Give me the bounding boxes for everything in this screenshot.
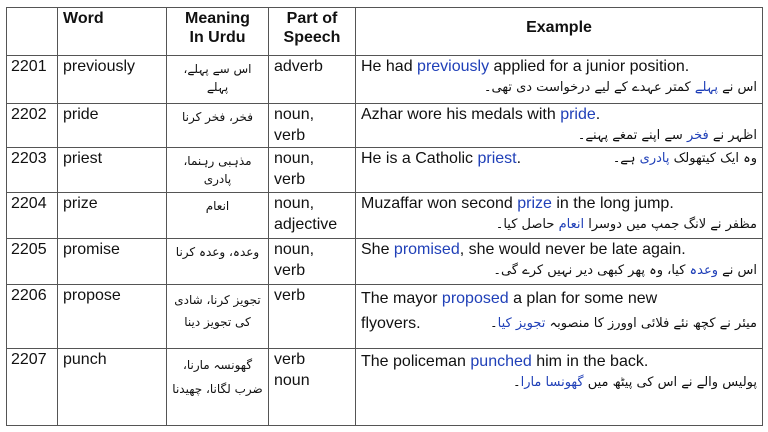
example-english: Azhar wore his medals with pride. [361,106,601,123]
entry-number: 2206 [7,285,58,349]
table-row [7,285,763,349]
header-part-of-speech: Part of Speech [269,8,356,56]
example-english: She promised, she would never be late again. [361,241,686,258]
entry-urdu-meaning: وعدہ، وعدہ کرنا [167,239,269,285]
entry-number: 2204 [7,193,58,239]
entry-part-of-speech: noun, adjective [269,193,356,239]
example-english: He had previously applied for a junior position. [361,58,690,75]
example-urdu: اظہر نے فخر سے اپنے تمغے پہنے۔ [577,128,757,143]
example-english: The mayor proposed a plan for some new [361,290,658,307]
table-row [7,56,763,104]
header-row [7,8,763,56]
entry-urdu-meaning: گھونسہ مارنا، ضرب لگانا، چھیدنا [167,349,269,426]
entry-word: previously [58,56,167,104]
entry-example [356,285,763,349]
entry-urdu-meaning: مذہبی رہنما، پادری [167,148,269,193]
entry-example [356,349,763,426]
entry-number: 2203 [7,148,58,193]
entry-example [356,148,763,193]
entry-number: 2201 [7,56,58,104]
vocabulary-table [6,7,763,426]
header-word: Word [58,8,167,56]
table-row [7,349,763,426]
table-row [7,193,763,239]
example-urdu: پولیس والے نے اس کی پیٹھ میں گھونسا مارا۔ [512,375,757,390]
entry-word: prize [58,193,167,239]
example-english: Muzaffar won second prize in the long jump. [361,195,674,212]
entry-part-of-speech: verb [269,285,356,349]
table-row [7,148,763,193]
entry-word: punch [58,349,167,426]
entry-urdu-meaning: فخر، فخر کرنا [167,104,269,148]
table-row [7,239,763,285]
entry-word: promise [58,239,167,285]
entry-number: 2207 [7,349,58,426]
header-example: Example [356,8,763,56]
entry-number: 2205 [7,239,58,285]
entry-number: 2202 [7,104,58,148]
entry-example [356,239,763,285]
example-english-line2: flyovers. [361,315,421,332]
header-num [7,8,58,56]
entry-word: propose [58,285,167,349]
entry-example [356,104,763,148]
example-urdu: اس نے وعدہ کیا، وہ پھر کبھی دیر نہیں کرے گی۔ [493,263,757,278]
example-english: The policeman punched him in the back. [361,353,649,370]
entry-word: pride [58,104,167,148]
entry-example [356,193,763,239]
entry-urdu-meaning: اس سے پہلے، پہلے [167,56,269,104]
entry-part-of-speech: adverb [269,56,356,104]
example-urdu: وہ ایک کیتھولک پادری ہے۔ [612,151,757,166]
entry-urdu-meaning: تجویز کرنا، شادی کی تجویز دینا [167,285,269,349]
entry-word: priest [58,148,167,193]
entry-urdu-meaning: انعام [167,193,269,239]
entry-part-of-speech: noun, verb [269,239,356,285]
entry-part-of-speech: verb noun [269,349,356,426]
example-urdu: مظفر نے لانگ جمپ میں دوسرا انعام حاصل کیا۔ [495,217,757,232]
header-meaning: Meaning In Urdu [167,8,269,56]
example-urdu: اس نے پہلے کمتر عہدے کے لیے درخواست دی تھی۔ [483,80,757,95]
table-row [7,104,763,148]
entry-example [356,56,763,104]
entry-part-of-speech: noun, verb [269,148,356,193]
example-english: He is a Catholic priest. [361,150,522,167]
entry-part-of-speech: noun, verb [269,104,356,148]
example-urdu: میئر نے کچھ نئے فلائی اوورز کا منصوبہ تجویز کیا۔ [490,316,757,331]
